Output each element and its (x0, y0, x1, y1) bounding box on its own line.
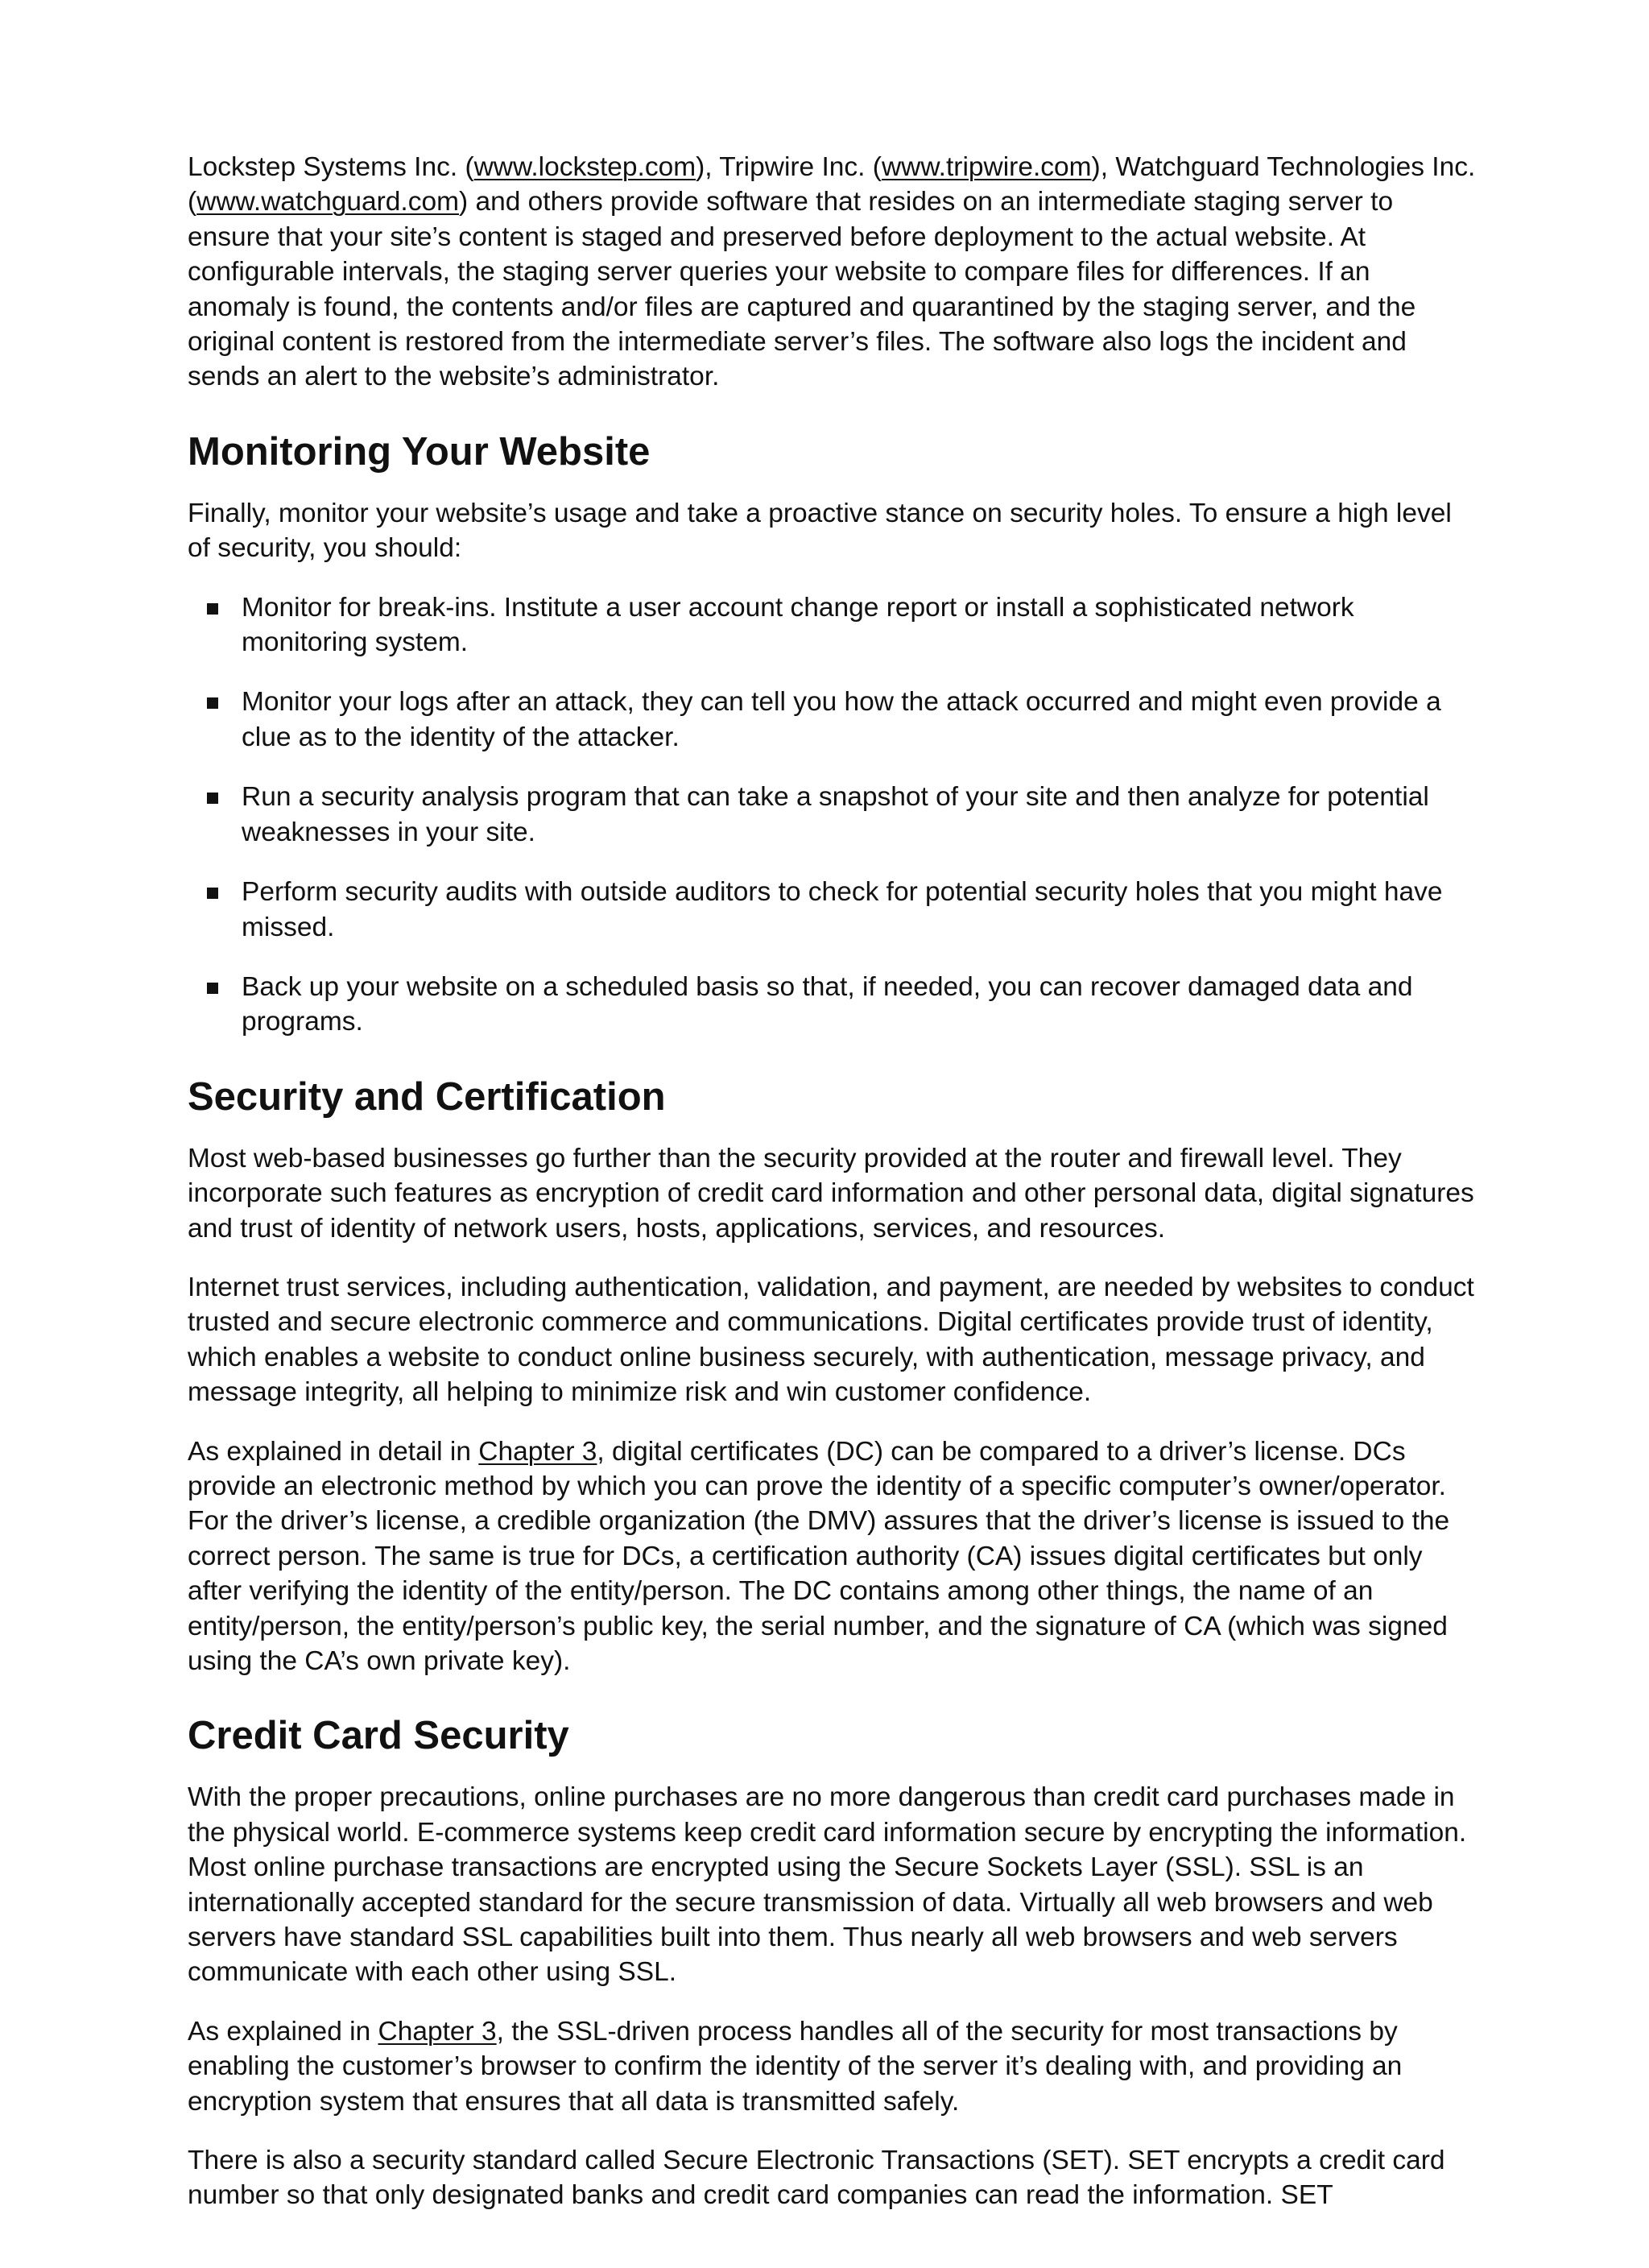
chapter-3-link[interactable]: Chapter 3 (478, 1436, 597, 1467)
square-bullet-icon (207, 793, 218, 804)
intro-paragraph (188, 150, 1476, 395)
chapter-3-link[interactable]: Chapter 3 (378, 2016, 497, 2047)
bullet-item (188, 780, 1476, 850)
document-page (188, 150, 1476, 2213)
monitoring-heading: Monitoring Your Website (188, 429, 651, 474)
credit-paragraph-3: There is also a security standard called Secure Electronic Transactions (SET). SET encrypts a credit card number so that only designated banks and credit card companies can read the information. SET (188, 2146, 1445, 2211)
credit-paragraph-1: With the proper precautions, online purchases are no more dangerous than credit card purchases made in the physical world. E-commerce systems keep credit card information secure by encrypting the information. Most online purchase transactions are encrypted using the Secure Sockets Layer (SSL). SSL is an internationally accepted standard for the secure transmission of data. Virtually all web browsers and web servers have standard SSL capabilities built into them. Thus nearly all web browsers and web servers communicate with each other using SSL. (188, 1782, 1467, 1988)
credit-card-heading: Credit Card Security (188, 1714, 569, 1758)
bullet-item (188, 685, 1476, 755)
tripwire-link[interactable]: www.tripwire.com (881, 152, 1092, 182)
square-bullet-icon (207, 888, 218, 899)
certification-p3-post: , digital certificates (DC) can be compared to a driver’s license. DCs provide an electronic method by which you can prove the identity of a specific computer’s owner/operator. For the driver’s license, a credible organization (the DMV) assures that the driver’s license is issued to the correct person. The same is true for DCs, a certification authority (CA) issues digital certificates but only after verifying the identity of the entity/person. The DC contains among other things, the name of an entity/person, the entity/person’s public key, the serial number, and the signature of CA (which was signed using the CA’s own private key). (188, 1436, 1450, 1676)
intro-text-3: ), Watchguard Technologies Inc. ( (188, 152, 1476, 217)
credit-p2-post: , the SSL-driven process handles all of the security for most transactions by enabling the customer’s browser to confirm the identity of the server it’s dealing with, and providing an encryption system that ensures that all data is transmitted safely. (188, 2016, 1403, 2117)
bullet-text: Monitor for break-ins. Institute a user account change report or install a sophisticated network monitoring system. (242, 592, 1354, 658)
bullet-item (188, 875, 1476, 945)
square-bullet-icon (207, 603, 218, 615)
square-bullet-icon (207, 697, 218, 709)
bullet-text: Run a security analysis program that can take a snapshot of your site and then analyze for potential weaknesses in your site. (242, 782, 1429, 847)
watchguard-link[interactable]: www.watchguard.com (196, 187, 459, 217)
lockstep-link[interactable]: www.lockstep.com (473, 152, 696, 182)
certification-heading: Security and Certification (188, 1074, 666, 1119)
certification-paragraph-3 (188, 1434, 1476, 1679)
intro-text-2: ), Tripwire Inc. ( (696, 152, 882, 182)
square-bullet-icon (207, 983, 218, 994)
monitoring-lead: Finally, monitor your website’s usage and take a proactive stance on security holes. To ensure a high level of security, you should: (188, 498, 1452, 564)
bullet-text: Monitor your logs after an attack, they can tell you how the attack occurred and might even provide a clue as to the identity of the attacker. (242, 687, 1441, 752)
intro-text-4: ) and others provide software that resides on an intermediate staging server to ensure that your site’s content is staged and preserved before deployment to the actual website. At configurable intervals, the staging server queries your website to compare files for differences. If an anomaly is found, the contents and/or files are captured and quarantined by the staging server, and the original content is restored from the intermediate server’s files. The software also logs the incident and sends an alert to the website’s administrator. (188, 187, 1416, 392)
intro-text-1: Lockstep Systems Inc. ( (188, 152, 474, 182)
certification-paragraph-1: Most web-based businesses go further than the security provided at the router and firewall level. They incorporate such features as encryption of credit card information and other personal data, digital signatures and trust of identity of network users, hosts, applications, services, and resources. (188, 1143, 1474, 1244)
bullet-item (188, 590, 1476, 660)
credit-paragraph-2 (188, 2014, 1476, 2119)
certification-paragraph-2: Internet trust services, including authentication, validation, and payment, are needed by websites to conduct trusted and secure electronic commerce and communications. Digital certificates provide trust of identity, which enables a website to conduct online business securely, with authentication, message privacy, and message integrity, all helping to minimize risk and win customer confidence. (188, 1272, 1474, 1408)
monitoring-bullet-list (188, 590, 1476, 1040)
bullet-item (188, 970, 1476, 1040)
bullet-text: Perform security audits with outside auditors to check for potential security holes that you might have missed. (242, 877, 1443, 942)
bullet-text: Back up your website on a scheduled basis so that, if needed, you can recover damaged data and programs. (242, 971, 1413, 1037)
certification-p3-pre: As explained in detail in (188, 1436, 479, 1467)
credit-p2-pre: As explained in (188, 2016, 378, 2047)
